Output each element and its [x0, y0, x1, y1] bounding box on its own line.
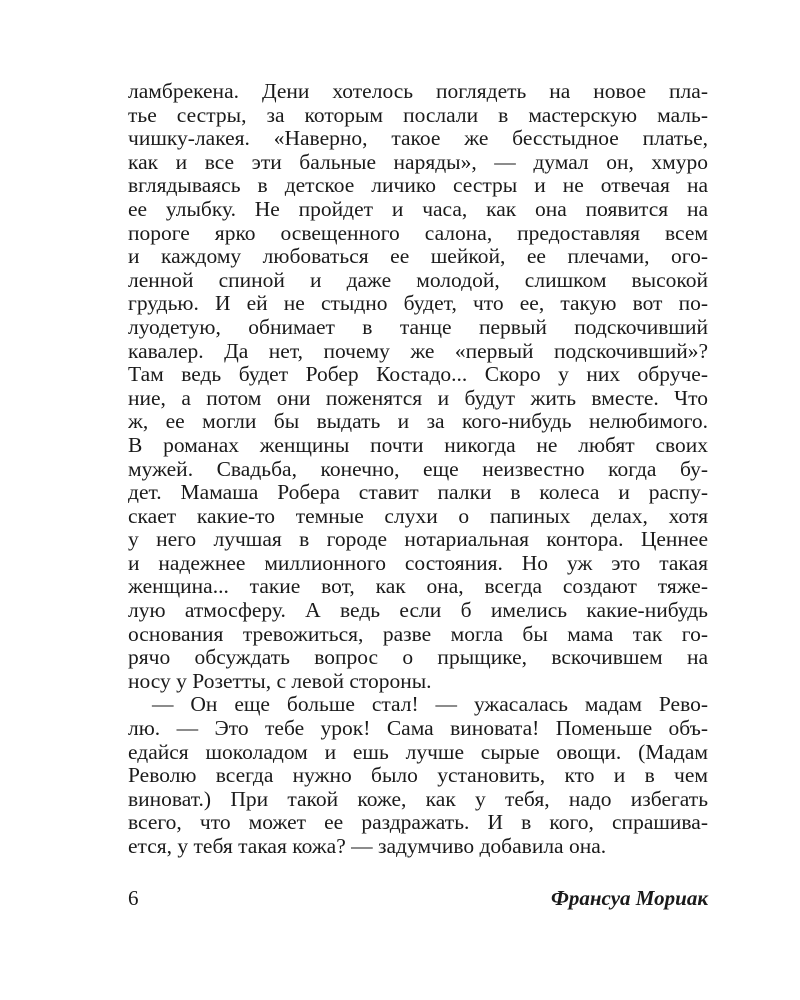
text-line: ленной спиной и даже молодой, слишком высокой	[128, 268, 708, 292]
text-line: ее улыбку. Не пройдет и часа, как она появится на	[128, 197, 708, 221]
text-line: ж, ее могли бы выдать и за кого-нибудь нелюбимого.	[128, 410, 708, 434]
text-line: вглядываясь в детское личико сестры и не отвечая на	[128, 174, 708, 198]
text-line: лую атмосферу. А ведь если б имелись какие-нибудь	[128, 599, 708, 623]
text-line: и надежнее миллионного состояния. Но уж это такая	[128, 551, 708, 575]
text-line: женщина... такие вот, как она, всегда создают тяже-	[128, 575, 708, 599]
text-line: тье сестры, за которым послали в мастерскую маль-	[128, 103, 708, 127]
text-line: чишку-лакея. «Наверно, такое же бесстыдное платье,	[128, 127, 708, 151]
text-line: рячо обсуждать вопрос о прыщике, вскочившем на	[128, 646, 708, 670]
text-line: ламбрекена. Дени хотелось поглядеть на новое пла-	[128, 80, 708, 103]
paragraph-last-line: ется, у тебя такая кожа? — задумчиво добавила она.	[128, 835, 607, 858]
text-line: ние, а потом они поженятся и будут жить вместе. Что	[128, 386, 708, 410]
text-line: пороге ярко освещенного салона, предоставляя всем	[128, 221, 708, 245]
author-running-footer: Франсуа Мориак	[551, 886, 708, 910]
page-number: 6	[128, 886, 139, 910]
text-line: всего, что может ее раздражать. И в кого, спрашива-	[128, 811, 708, 835]
page-footer	[128, 886, 708, 914]
text-line: у него лучшая в городе нотариальная контора. Ценнее	[128, 528, 708, 552]
body-text	[128, 80, 708, 859]
text-line: как и все эти бальные наряды», — думал он, хмуро	[128, 150, 708, 174]
text-line: Револю всегда нужно было установить, кто и в чем	[128, 764, 708, 788]
text-line: В романах женщины почти никогда не любят своих	[128, 433, 708, 457]
text-line: грудью. И ей не стыдно будет, что ее, такую вот по-	[128, 292, 708, 316]
text-line: скает какие-то темные слухи о папиных делах, хотя	[128, 504, 708, 528]
text-line: основания тревожиться, разве могла бы мама так го-	[128, 622, 708, 646]
text-line: кавалер. Да нет, почему же «первый подскочивший»?	[128, 339, 708, 363]
text-line: и каждому любоваться ее шейкой, ее плечами, ого-	[128, 245, 708, 269]
paragraph-last-line: носу у Розетты, с левой стороны.	[128, 669, 432, 693]
text-line: едайся шоколадом и ешь лучше сырые овощи. (Мадам	[128, 740, 708, 764]
text-line: лю. — Это тебе урок! Сама виновата! Поменьше объ-	[128, 717, 708, 741]
text-line: Там ведь будет Робер Костадо... Скоро у них обруче-	[128, 363, 708, 387]
text-line: мужей. Свадьба, конечно, еще неизвестно когда бу-	[128, 457, 708, 481]
text-line: дет. Мамаша Робера ставит палки в колеса и распу-	[128, 481, 708, 505]
text-line: виноват.) При такой коже, как у тебя, надо избегать	[128, 787, 708, 811]
text-line: луодетую, обнимает в танце первый подскочивший	[128, 315, 708, 339]
paragraph-first-line: — Он еще больше стал! — ужасалась мадам Рево-	[152, 693, 708, 717]
